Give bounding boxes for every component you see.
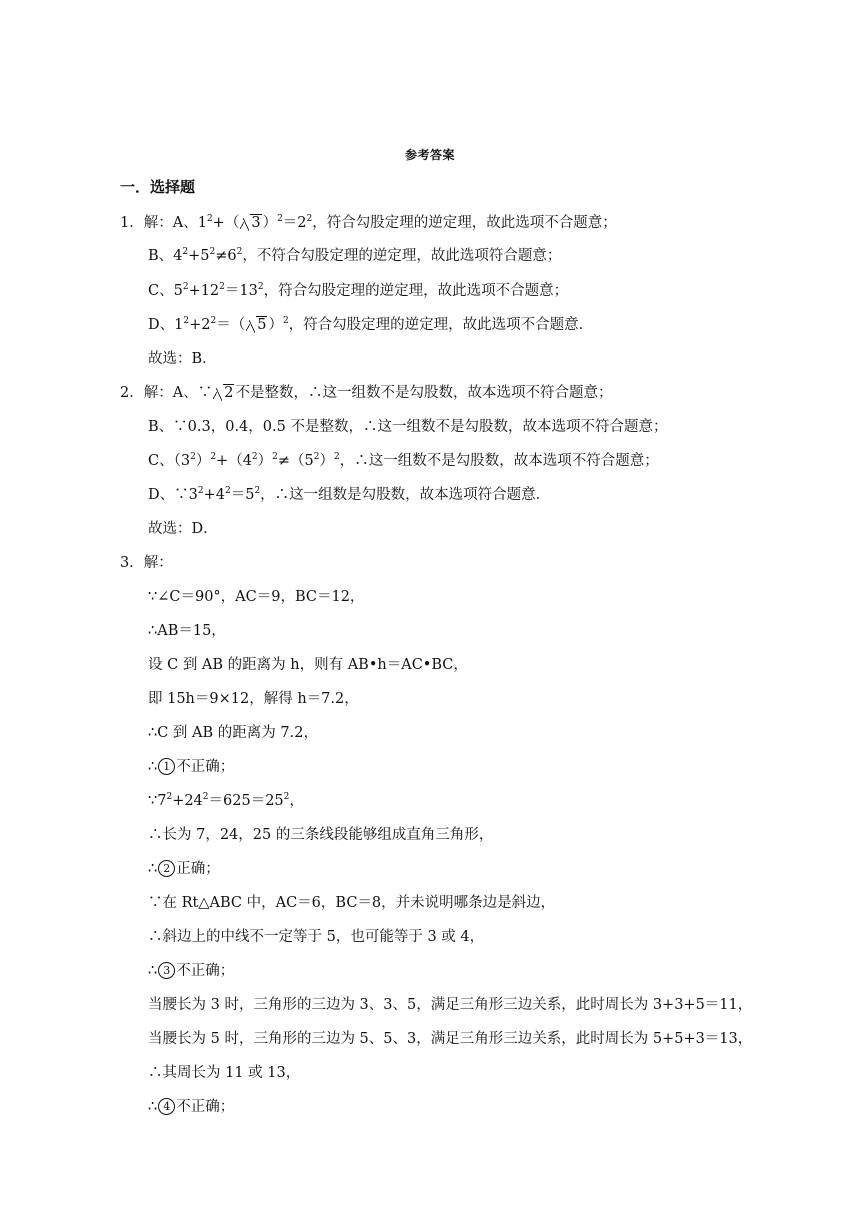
q1-line-d: D、$1^2+2^2=$（ 5 ）$^2$，符合勾股定理的逆定理，故此选项不合题意． [148,314,593,336]
q2-answer: 故选：D． [148,521,218,537]
q3-line-11: ∴斜边上的中线不一定等于 5，也可能等于 3 或 4， [148,929,485,945]
circled-number: 3 [158,962,175,979]
q3-line-2: ∴AB＝15， [148,623,226,639]
q3-line-13: 当腰长为 3 时，三角形的三边为 3、3、5，满足三角形三边关系，此时周长为 3+3+5＝11， [148,997,753,1013]
q1-line-a: 1．解：A、$1^2+$（ 3 ）$^2=2^2$，符合勾股定理的逆定理，故此选项不合题意； [120,212,617,234]
q1-answer: 故选：B． [148,351,217,367]
q3-line-15: ∴其周长为 11 或 13， [148,1065,301,1081]
sqrt-symbol: 2 [213,382,234,404]
circled-number: 4 [158,1098,175,1115]
q3-line-8: ∴长为 7，24，25 的三条线段能够组成直角三角形， [148,827,494,843]
section-heading: 一．选择题 [120,178,196,196]
q3-heading: 3．解： [120,555,173,571]
q2-line-c: C、$(3^2)^2+(4^2)^2\ne(5^2)^2$，∴这一组数不是勾股数，故本选项不符合题意； [148,452,659,469]
q3-line-4: 即 15h＝9×12，解得 h＝7.2， [148,691,359,707]
circled-number: 2 [158,860,175,877]
q1-line-c: C、$5^2+12^2=13^2$，符合勾股定理的逆定理，故此选项不合题意； [148,282,569,299]
q2-line-b: B、∵0.3，0.4，0.5 不是整数，∴这一组数不是勾股数，故本选项不符合题意； [148,419,668,435]
circled-number: 1 [158,758,175,775]
sqrt-symbol: 3 [240,212,261,234]
q1-line-b: B、$4^2+5^2\ne 6^2$，不符合勾股定理的逆定理，故此选项符合题意； [148,247,562,264]
q3-line-6: ∴ 1 不正确； [148,759,235,775]
page-title: 参考答案 [404,148,455,162]
q3-line-10: ∵在 Rt△ABC 中，AC＝6，BC＝8，并未说明哪条边是斜边， [148,895,556,911]
q2-line-d: D、$\because 3^2+4^2=5^2$，∴这一组数是勾股数，故本选项符合题意． [148,486,551,503]
q2-line-a: 2．解：A、∵ 2 不是整数，∴这一组数不是勾股数，故本选项不符合题意； [120,382,612,404]
q3-line-14: 当腰长为 5 时，三角形的三边为 5、5、3，满足三角形三边关系，此时周长为 5+5+3＝13， [148,1031,753,1047]
q3-line-16: ∴ 4 不正确； [148,1099,235,1115]
sqrt-symbol: 5 [246,314,267,336]
q3-line-12: ∴ 3 不正确； [148,963,235,979]
q3-line-3: 设 C 到 AB 的距离为 h，则有 AB•h＝AC•BC， [148,657,468,673]
q3-line-5: ∴C 到 AB 的距离为 7.2， [148,725,318,741]
q3-line-7: $\because 7^2+24^2=625=25^2$， [148,792,304,809]
q3-line-9: ∴ 2 正确； [148,861,220,877]
q3-line-1: ∵∠C＝90°，AC＝9，BC＝12， [148,589,365,605]
